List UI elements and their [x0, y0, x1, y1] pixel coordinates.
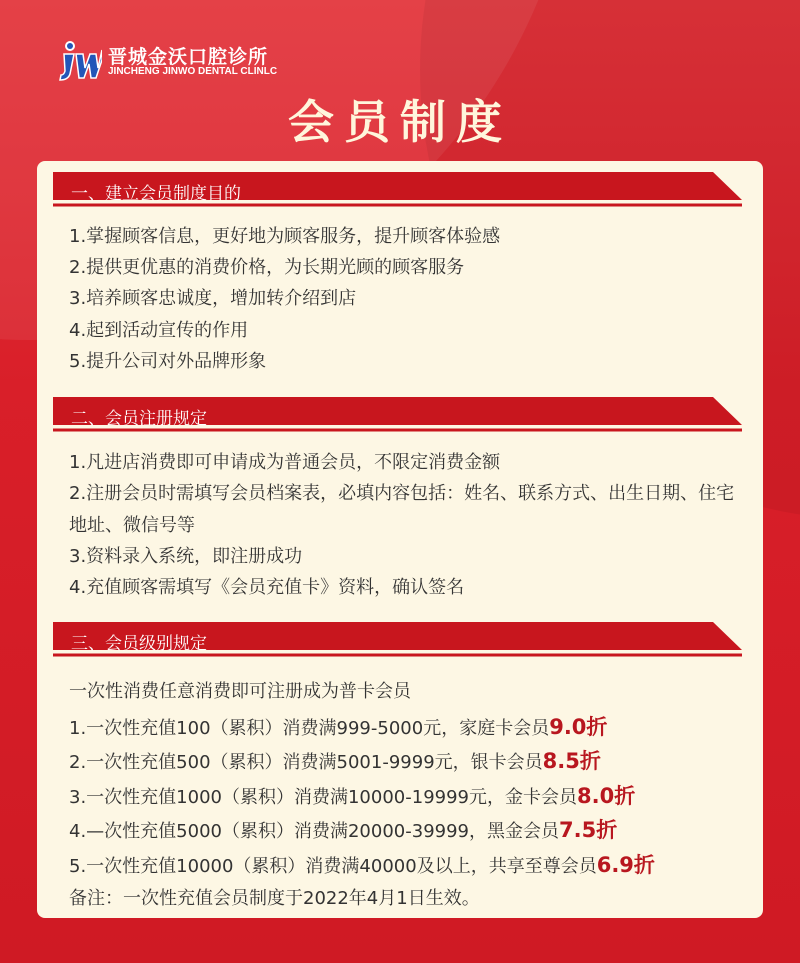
tier-discount: 8.5折: [542, 749, 601, 773]
list-item: 1.掌握顾客信息，更好地为顾客服务，提升顾客体验感: [69, 226, 501, 247]
tier-discount: 7.5折: [559, 818, 618, 842]
section-header-registration: [53, 397, 742, 435]
tier-text: 5.一次性充值10000（累积）消费满40000及以上，共享至尊会员: [69, 855, 597, 877]
page-title: 会员制度: [288, 95, 512, 149]
clinic-name-cn: 晋城金沃口腔诊所: [108, 46, 269, 68]
tier-text: 4.—次性充值5000（累积）消费满20000-39999，黑金会员: [69, 821, 559, 842]
levels-note: 备注：一次性充值会员制度于2022年4月1日生效。: [69, 888, 480, 909]
tier-item: [69, 710, 749, 745]
clinic-logo: [58, 40, 288, 82]
list-item: 5.提升公司对外品牌形象: [69, 350, 267, 372]
section-title: 二、会员注册规定: [71, 409, 207, 429]
list-item: 3.培养顾客忠诚度，增加转介绍到店: [69, 288, 357, 310]
section-header-levels: [53, 622, 742, 660]
tier-text: 2.一次性充值500（累积）消费满5001-9999元，银卡会员: [69, 752, 543, 773]
registration-list: [69, 447, 749, 604]
jw-logo-icon: [58, 40, 102, 82]
list-item: 1.凡进店消费即可申请成为普通会员，不限定消费金额: [69, 452, 501, 473]
tier-item: [69, 848, 749, 883]
tier-discount: 6.9折: [596, 852, 655, 877]
list-item: 4.起到活动宣传的作用: [69, 319, 249, 341]
section-title: 三、会员级别规定: [71, 634, 207, 654]
list-item: 4.充值顾客需填写《会员充值卡》资料，确认签名: [69, 577, 465, 599]
tier-discount: 9.0折: [549, 714, 608, 739]
tier-text: 1.一次性充值100（累积）消费满999-5000元，家庭卡会员: [69, 717, 550, 739]
levels-intro: 一次性消费任意消费即可注册成为普卡会员: [69, 681, 411, 702]
tier-item: [69, 744, 749, 779]
tier-text: 3.一次性充值1000（累积）消费满10000-19999元，金卡会员: [69, 786, 577, 808]
tier-discount: 8.0折: [577, 783, 636, 808]
tier-item: [69, 813, 749, 848]
levels-list: [69, 675, 749, 917]
section-header-purpose: [53, 172, 742, 210]
list-item: 2.注册会员时需填写会员档案表，必填内容包括：姓名、联系方式、出生日期、住宅地址、微信号等: [69, 483, 735, 536]
purpose-list: [69, 221, 749, 377]
section-title: 一、建立会员制度目的: [71, 184, 241, 204]
list-item: 3.资料录入系统，即注册成功: [69, 546, 303, 568]
tier-item: [69, 779, 749, 814]
list-item: 2.提供更优惠的消费价格，为长期光顾的顾客服务: [69, 257, 465, 279]
clinic-name-en: JINCHENG JINWO DENTAL CLINLC: [108, 66, 278, 77]
